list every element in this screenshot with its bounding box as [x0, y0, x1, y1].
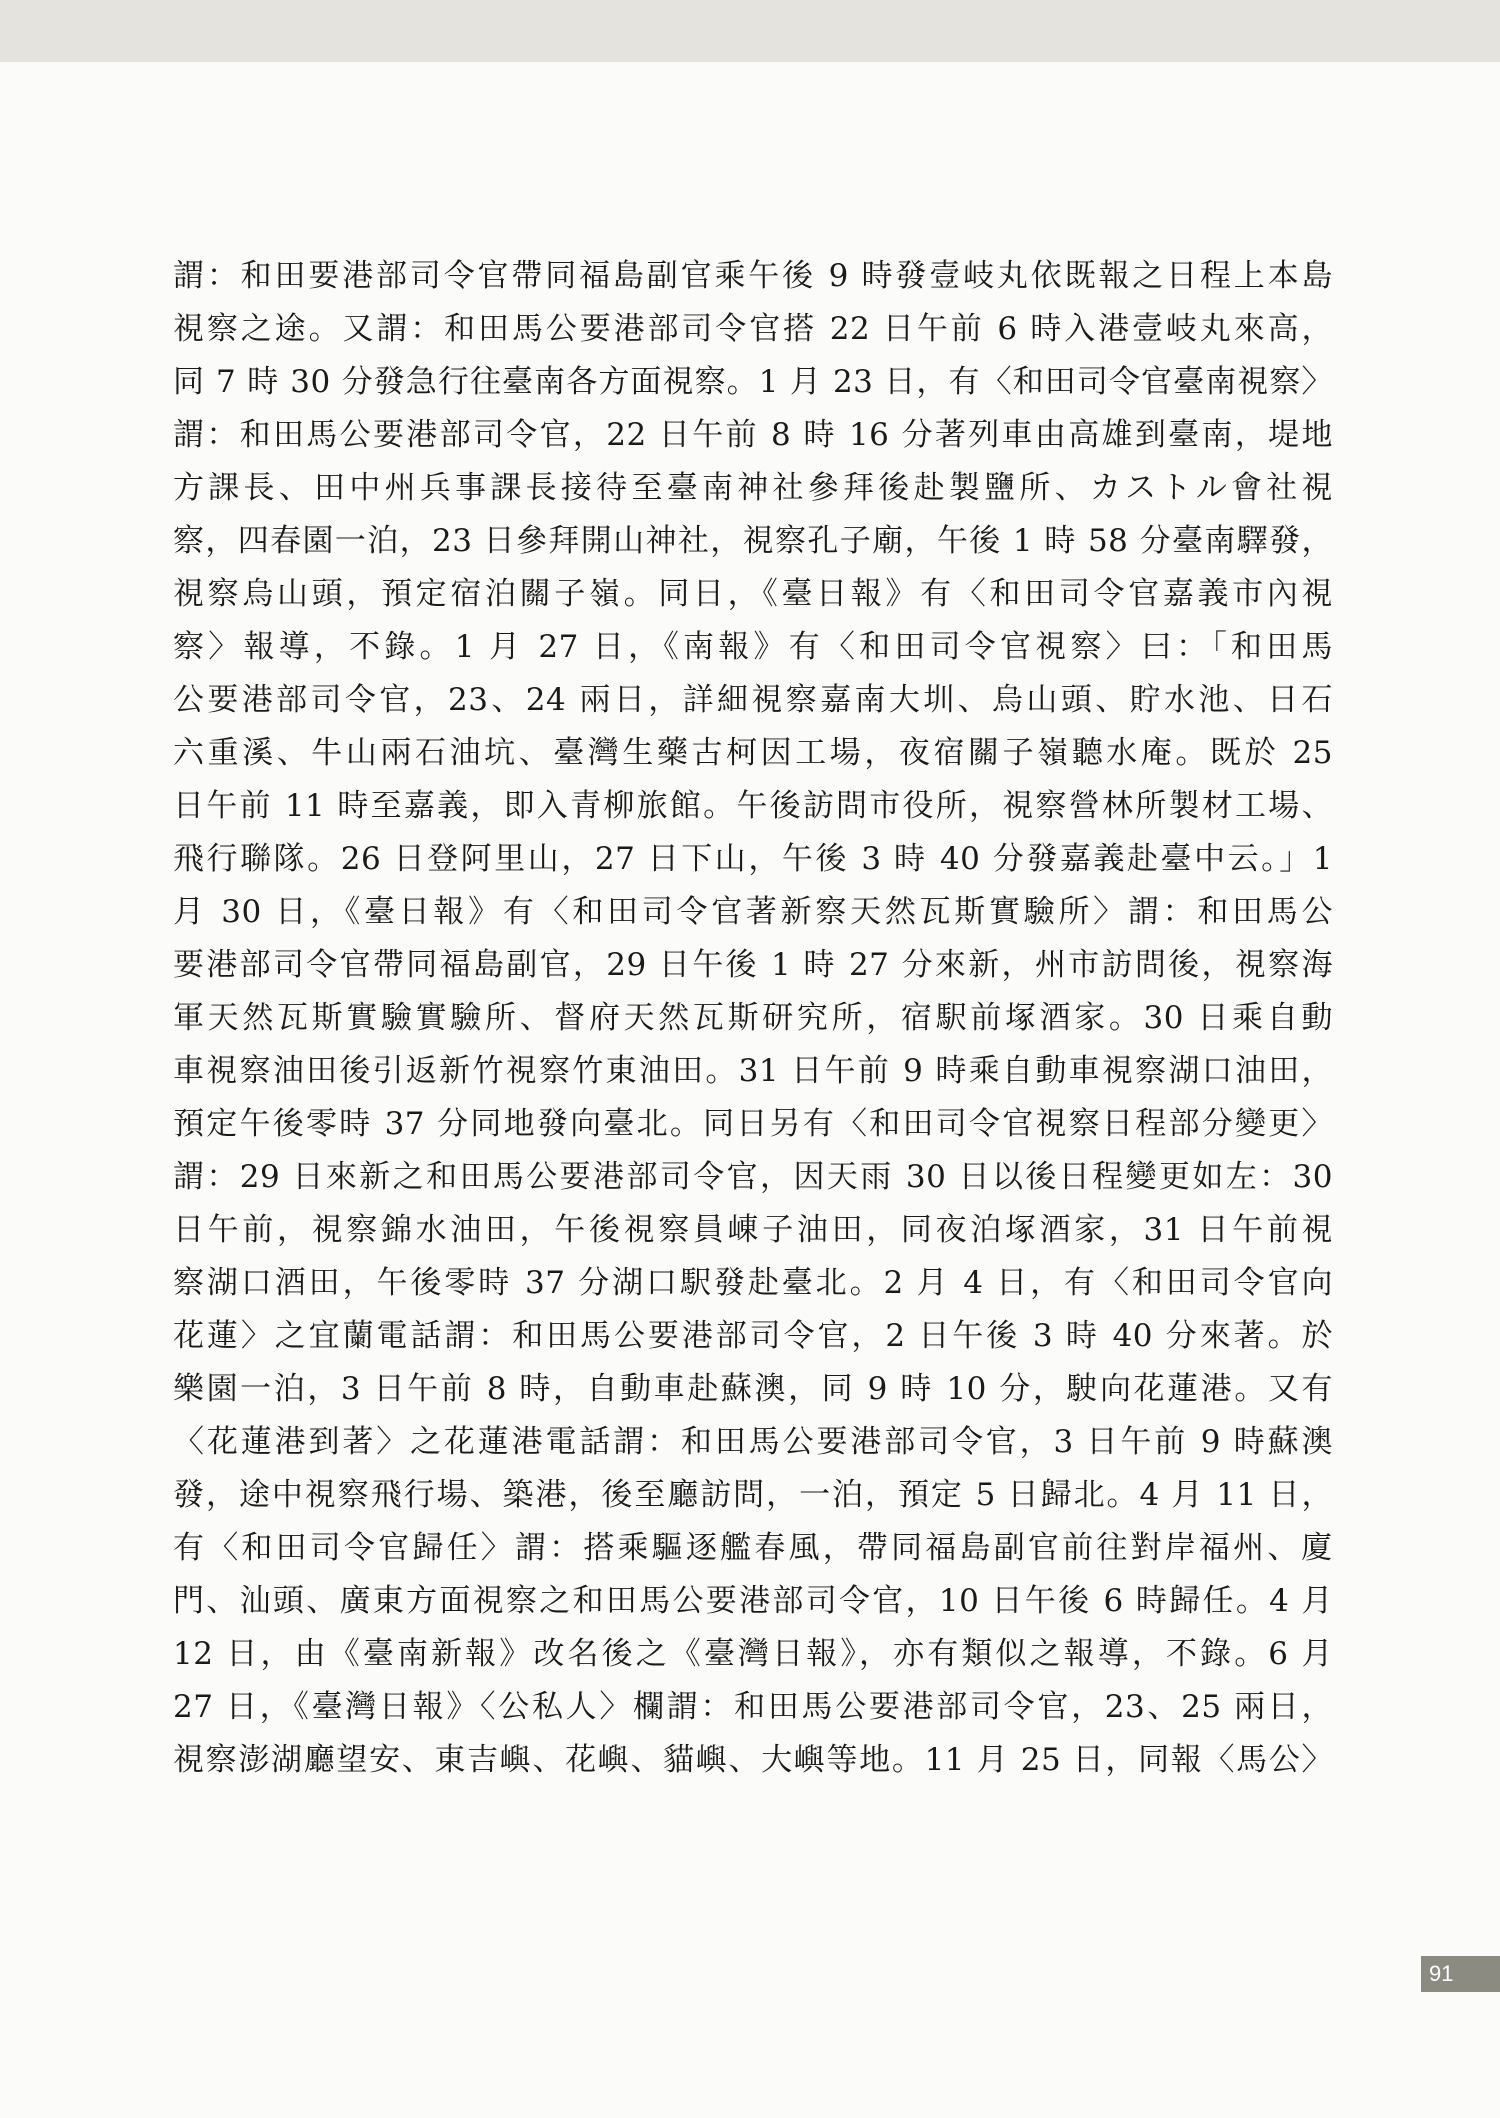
text-line: 六重溪、牛山兩石油坑、臺灣生藥古柯因工場，夜宿關子嶺聽水庵。既於 25: [173, 735, 1333, 771]
text-line: 視察烏山頭，預定宿泊關子嶺。同日，《臺日報》有〈和田司令官嘉義市內視: [173, 576, 1333, 612]
text-line: 花蓮〉之宜蘭電話謂：和田馬公要港部司令官，2 日午後 3 時 40 分來著。於: [173, 1318, 1333, 1354]
text-line: 飛行聯隊。26 日登阿里山，27 日下山，午後 3 時 40 分發嘉義赴臺中云。」1: [173, 841, 1333, 877]
text-line: 同 7 時 30 分發急行往臺南各方面視察。1 月 23 日，有〈和田司令官臺南視察〉: [173, 364, 1333, 400]
text-line: 月 30 日，《臺日報》有〈和田司令官著新察天然瓦斯實驗所〉謂：和田馬公: [173, 894, 1333, 930]
text-line: 門、汕頭、廣東方面視察之和田馬公要港部司令官，10 日午後 6 時歸任。4 月: [173, 1583, 1333, 1619]
text-line: 27 日，《臺灣日報》〈公私人〉欄謂：和田馬公要港部司令官，23、25 兩日，: [173, 1689, 1333, 1725]
text-line: 察〉報導，不錄。1 月 27 日，《南報》有〈和田司令官視察〉曰：「和田馬: [173, 629, 1333, 665]
text-line: 視察之途。又謂：和田馬公要港部司令官搭 22 日午前 6 時入港壹岐丸來高，: [173, 311, 1333, 347]
scan-top-margin: [0, 0, 1500, 62]
text-line: 12 日，由《臺南新報》改名後之《臺灣日報》，亦有類似之報導，不錄。6 月: [173, 1636, 1333, 1672]
text-line: 預定午後零時 37 分同地發向臺北。同日另有〈和田司令官視察日程部分變更〉: [173, 1106, 1333, 1142]
page-number-tab: 91: [1421, 1956, 1500, 1992]
text-line: 察，四春園一泊，23 日參拜開山神社，視察孔子廟，午後 1 時 58 分臺南驛發，: [173, 523, 1333, 559]
text-line: 車視察油田後引返新竹視察竹東油田。31 日午前 9 時乘自動車視察湖口油田，: [173, 1053, 1333, 1089]
text-line: 視察澎湖廳望安、東吉嶼、花嶼、貓嶼、大嶼等地。11 月 25 日，同報〈馬公〉: [173, 1742, 1333, 1778]
text-line: 公要港部司令官，23、24 兩日，詳細視察嘉南大圳、烏山頭、貯水池、日石: [173, 682, 1333, 718]
text-line: 日午前，視察錦水油田，午後視察員崠子油田，同夜泊塚酒家，31 日午前視: [173, 1212, 1333, 1248]
text-line: 謂：29 日來新之和田馬公要港部司令官，因天雨 30 日以後日程變更如左：30: [173, 1159, 1333, 1195]
text-line: 方課長、田中州兵事課長接待至臺南神社參拜後赴製鹽所、カストル會社視: [173, 470, 1333, 506]
text-line: 軍天然瓦斯實驗實驗所、督府天然瓦斯研究所，宿駅前塚酒家。30 日乘自動: [173, 1000, 1333, 1036]
text-line: 發，途中視察飛行場、築港，後至廳訪問，一泊，預定 5 日歸北。4 月 11 日，: [173, 1477, 1333, 1513]
text-line: 要港部司令官帶同福島副官，29 日午後 1 時 27 分來新，州市訪問後，視察海: [173, 947, 1333, 983]
text-line: 有〈和田司令官歸任〉謂：搭乘驅逐艦春風，帶同福島副官前往對岸福州、廈: [173, 1530, 1333, 1566]
text-line: 日午前 11 時至嘉義，即入青柳旅館。午後訪問市役所，視察營林所製材工場、: [173, 788, 1333, 824]
text-line: 樂園一泊，3 日午前 8 時，自動車赴蘇澳，同 9 時 10 分，駛向花蓮港。又有: [173, 1371, 1333, 1407]
text-line: 察湖口酒田，午後零時 37 分湖口駅發赴臺北。2 月 4 日，有〈和田司令官向: [173, 1265, 1333, 1301]
text-line: 謂：和田要港部司令官帶同福島副官乘午後 9 時發壹岐丸依既報之日程上本島: [173, 258, 1333, 294]
body-text: [173, 250, 1333, 1930]
text-line: 謂：和田馬公要港部司令官，22 日午前 8 時 16 分著列車由高雄到臺南，堤地: [173, 417, 1333, 453]
text-line: 〈花蓮港到著〉之花蓮港電話謂：和田馬公要港部司令官，3 日午前 9 時蘇澳: [173, 1424, 1333, 1460]
